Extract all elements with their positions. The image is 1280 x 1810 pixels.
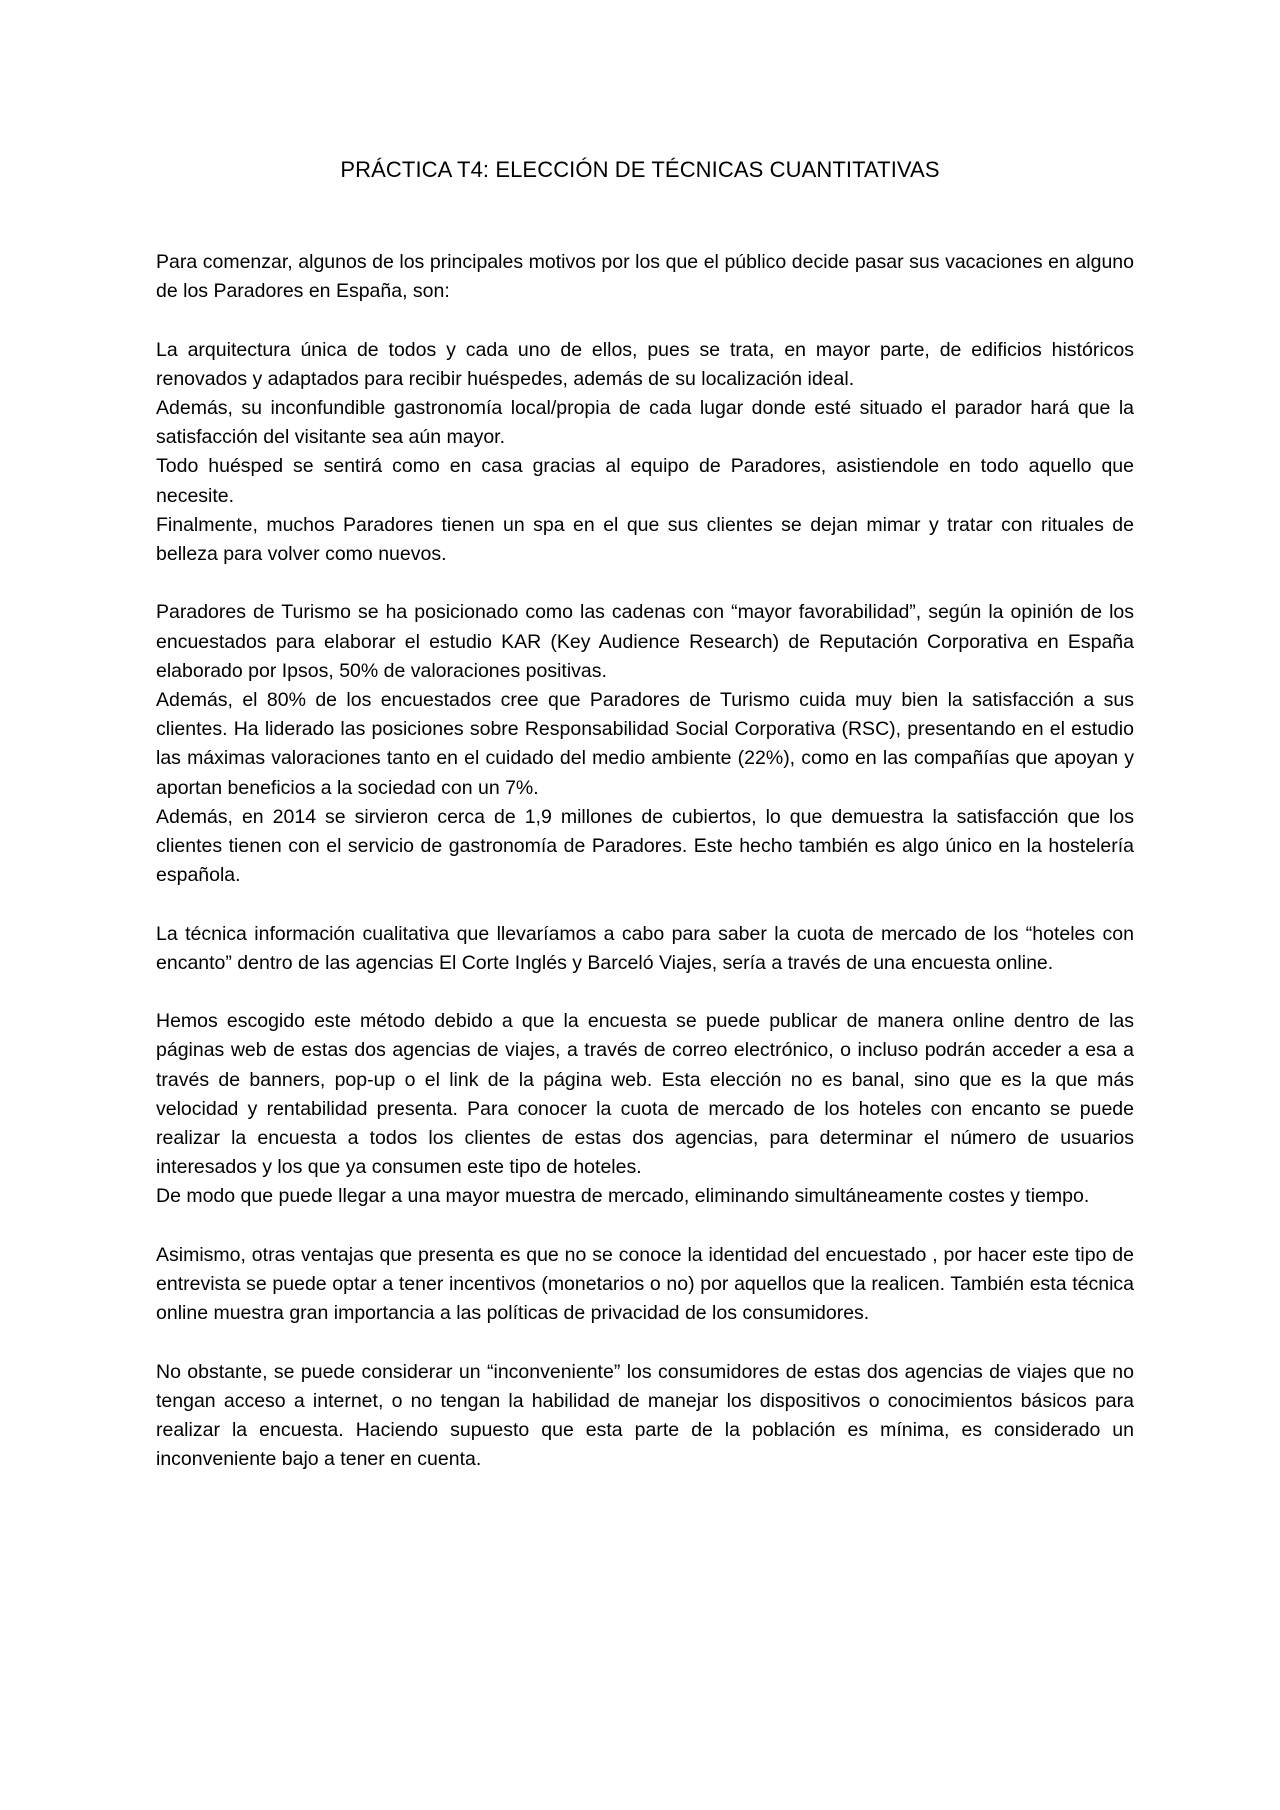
paragraph-text: No obstante, se puede considerar un “inconveniente” los consumidores de estas dos agencias de viajes que no tengan acceso a internet, o no tengan la habilidad de manejar los dispositivos o conocimientos básicos para realizar la encuesta. Haciendo supuesto que esta parte de la población es mínima, es considerado un inconveniente bajo a tener en cuenta. — [156, 1360, 1134, 1471]
paragraph — [156, 336, 1134, 570]
paragraph-text: Finalmente, muchos Paradores tienen un spa en el que sus clientes se dejan mimar y tratar con rituales de belleza para volver como nuevos. — [156, 513, 1134, 566]
paragraph-text: Paradores de Turismo se ha posicionado como las cadenas con “mayor favorabilidad”, según la opinión de los encuestados para elaborar el estudio KAR (Key Audience Research) de Reputación Corporativa en España elaborado por Ipsos, 50% de valoraciones positivas. — [156, 601, 1134, 682]
paragraph-text: Además, el 80% de los encuestados cree que Paradores de Turismo cuida muy bien la satisfacción a sus clientes. Ha liderado las posiciones sobre Responsabilidad Social Corporativa (RSC), presentando en el estudio las máximas valoraciones tanto en el cuidado del medio ambiente (22%), como en las compañías que apoyan y aportan beneficios a la sociedad con un 7%. — [156, 689, 1134, 799]
paragraph-text: Todo huésped se sentirá como en casa gracias al equipo de Paradores, asistiendole en todo aquello que necesite. — [156, 455, 1134, 507]
paragraph-text: Hemos escogido este método debido a que la encuesta se puede publicar de manera online dentro de las páginas web de estas dos agencias de viajes, a través de correo electrónico, o incluso podrán acceder a esa a través de banners, pop-up o el link de la página web. Esta elección no es banal, sino que es la que más velocidad y rentabilidad presenta. Para conocer la cuota de mercado de los hoteles con encanto se puede realizar la encuesta a todos los clientes de estas dos agencias, para determinar el número de usuarios interesados y los que ya consumen este tipo de hoteles. — [156, 1010, 1134, 1179]
paragraph — [156, 1358, 1134, 1475]
paragraph-text: La técnica información cualitativa que llevaríamos a cabo para saber la cuota de mercado de los “hoteles con encanto” dentro de las agencias El Corte Inglés y Barceló Viajes, sería a través de una encuesta online. — [156, 922, 1134, 974]
paragraph — [156, 1007, 1134, 1211]
document-title: PRÁCTICA T4: ELECCIÓN DE TÉCNICAS CUANTITATIVAS — [340, 157, 940, 182]
paragraph-text: Además, en 2014 se sirvieron cerca de 1,9 millones de cubiertos, lo que demuestra la satisfacción que los clientes tienen con el servicio de gastronomía de Paradores. Este hecho también es algo único en la hostelería española. — [156, 805, 1134, 887]
paragraph — [156, 920, 1134, 978]
document-body — [156, 248, 1134, 1504]
paragraph-text: La arquitectura única de todos y cada uno de ellos, pues se trata, en mayor parte, de edificios históricos renovados y adaptados para recibir huéspedes, además de su localización ideal. — [156, 338, 1134, 390]
paragraph-text: Asimismo, otras ventajas que presenta es que no se conoce la identidad del encuestado , por hacer este tipo de entrevista se puede optar a tener incentivos (monetarios o no) por aquellos que la realicen. También esta técnica online muestra gran importancia a las políticas de privacidad de los consumidores. — [156, 1243, 1134, 1325]
paragraph — [156, 248, 1134, 306]
paragraph-text: Para comenzar, algunos de los principales motivos por los que el público decide pasar sus vacaciones en alguno de los Paradores en España, son: — [156, 251, 1134, 303]
paragraph — [156, 1241, 1134, 1329]
paragraph — [156, 598, 1134, 890]
paragraph-text: De modo que puede llegar a una mayor muestra de mercado, eliminando simultáneamente costes y tiempo. — [156, 1185, 1090, 1208]
paragraph-text: Además, su inconfundible gastronomía local/propia de cada lugar donde esté situado el parador hará que la satisfacción del visitante sea aún mayor. — [156, 397, 1134, 449]
